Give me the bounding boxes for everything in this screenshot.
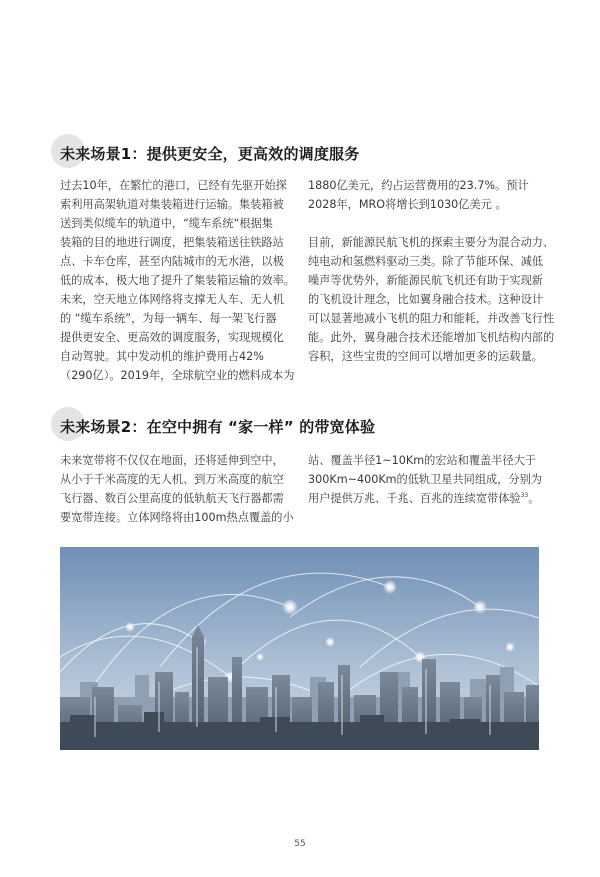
text-line: 送到类似缆车的轨道中，“缆车系统“根据集 [60,217,273,230]
text-line: 未来宽带将不仅仅在地面，还将延伸到空中， [60,454,284,467]
text-line: 2028年，MRO将增长到1030亿美元 。 [308,198,507,211]
text-line: 装箱的目的地进行调度，把集装箱送往铁路站 [60,236,284,249]
text-line: 纯电动和氢燃料驱动三类。除了节能环保、减低 [308,255,543,268]
text-line: 的 “缆车系统”，为每一辆车、每一架飞行器 [60,312,277,325]
text-line: 的飞机设计理念，比如翼身融合技术。这种设计 [308,293,543,306]
text-line: 过去10年，在繁忙的港口，已经有先驱开始探 [60,179,287,192]
paragraph-gap [308,214,554,233]
text-line: 点、卡车仓库，甚至内陆城市的无水港，以极 [60,255,284,268]
text-line: 目前，新能源民航飞机的探索主要分为混合动力、 [308,236,555,249]
text-line: 提供更安全、更高效的调度服务，实现规模化 [60,331,284,344]
section-2-right-column [308,451,542,508]
section-2-title: 未来场景2：在空中拥有 “家一样” 的带宽体验 [60,417,376,436]
text-line: 低的成本，极大地了提升了集装箱运输的效率。 [60,274,295,287]
city-network-svg [60,547,539,750]
text-line: （290亿）。2019年，全球航空业的燃料成本为 [60,369,295,382]
section-2-left-column [60,451,294,527]
section-1-title: 未来场景1：提供更安全，更高效的调度服务 [60,144,360,163]
text-line: 未来，空天地立体网络将支撑无人车、无人机 [60,293,284,306]
text-line: 能。此外，翼身融合技术还能增加飞机结构内部的 [308,331,555,344]
text-line: 300Km~400Km的低轨卫星共同组成，分别为 [308,473,542,486]
text-line: 飞行器、数百公里高度的低轨航天飞行器都需 [60,492,284,505]
city-network-illustration [60,547,539,750]
text-line: 1880亿美元，约占运营费用的23.7%。预计 [308,179,529,192]
text-line: 从小于千米高度的无人机、到万米高度的航空 [60,473,284,486]
page-number: 55 [294,839,306,849]
section-1-heading [60,138,359,168]
section-2-heading [60,411,375,441]
text-fragment: 。 [528,492,540,505]
text-line: 站、覆盖半径1~10Km的宏站和覆盖半径大于 [308,454,536,467]
text-fragment: 用户提供万兆、千兆、百兆的连续宽带体验 [308,492,521,505]
text-line: 自动驾驶。其中发动机的维护费用占42% [60,350,264,363]
section-1-right-column [308,176,554,366]
footnote-reference: 33 [520,492,529,499]
text-line: 索利用高架轨道对集装箱进行运输。集装箱被 [60,198,284,211]
text-line: 容积，这些宝贵的空间可以增加更多的运载量。 [308,350,543,363]
text-line: 噪声等优势外，新能源民航飞机还有助于实现新 [308,274,543,287]
text-line-with-footnote [308,489,542,508]
section-1-left-column [60,176,295,385]
text-line: 可以显著地减小飞机的阻力和能耗，并改善飞行性 [308,312,555,325]
text-line: 要宽带连接。立体网络将由100m热点覆盖的小 [60,511,294,524]
